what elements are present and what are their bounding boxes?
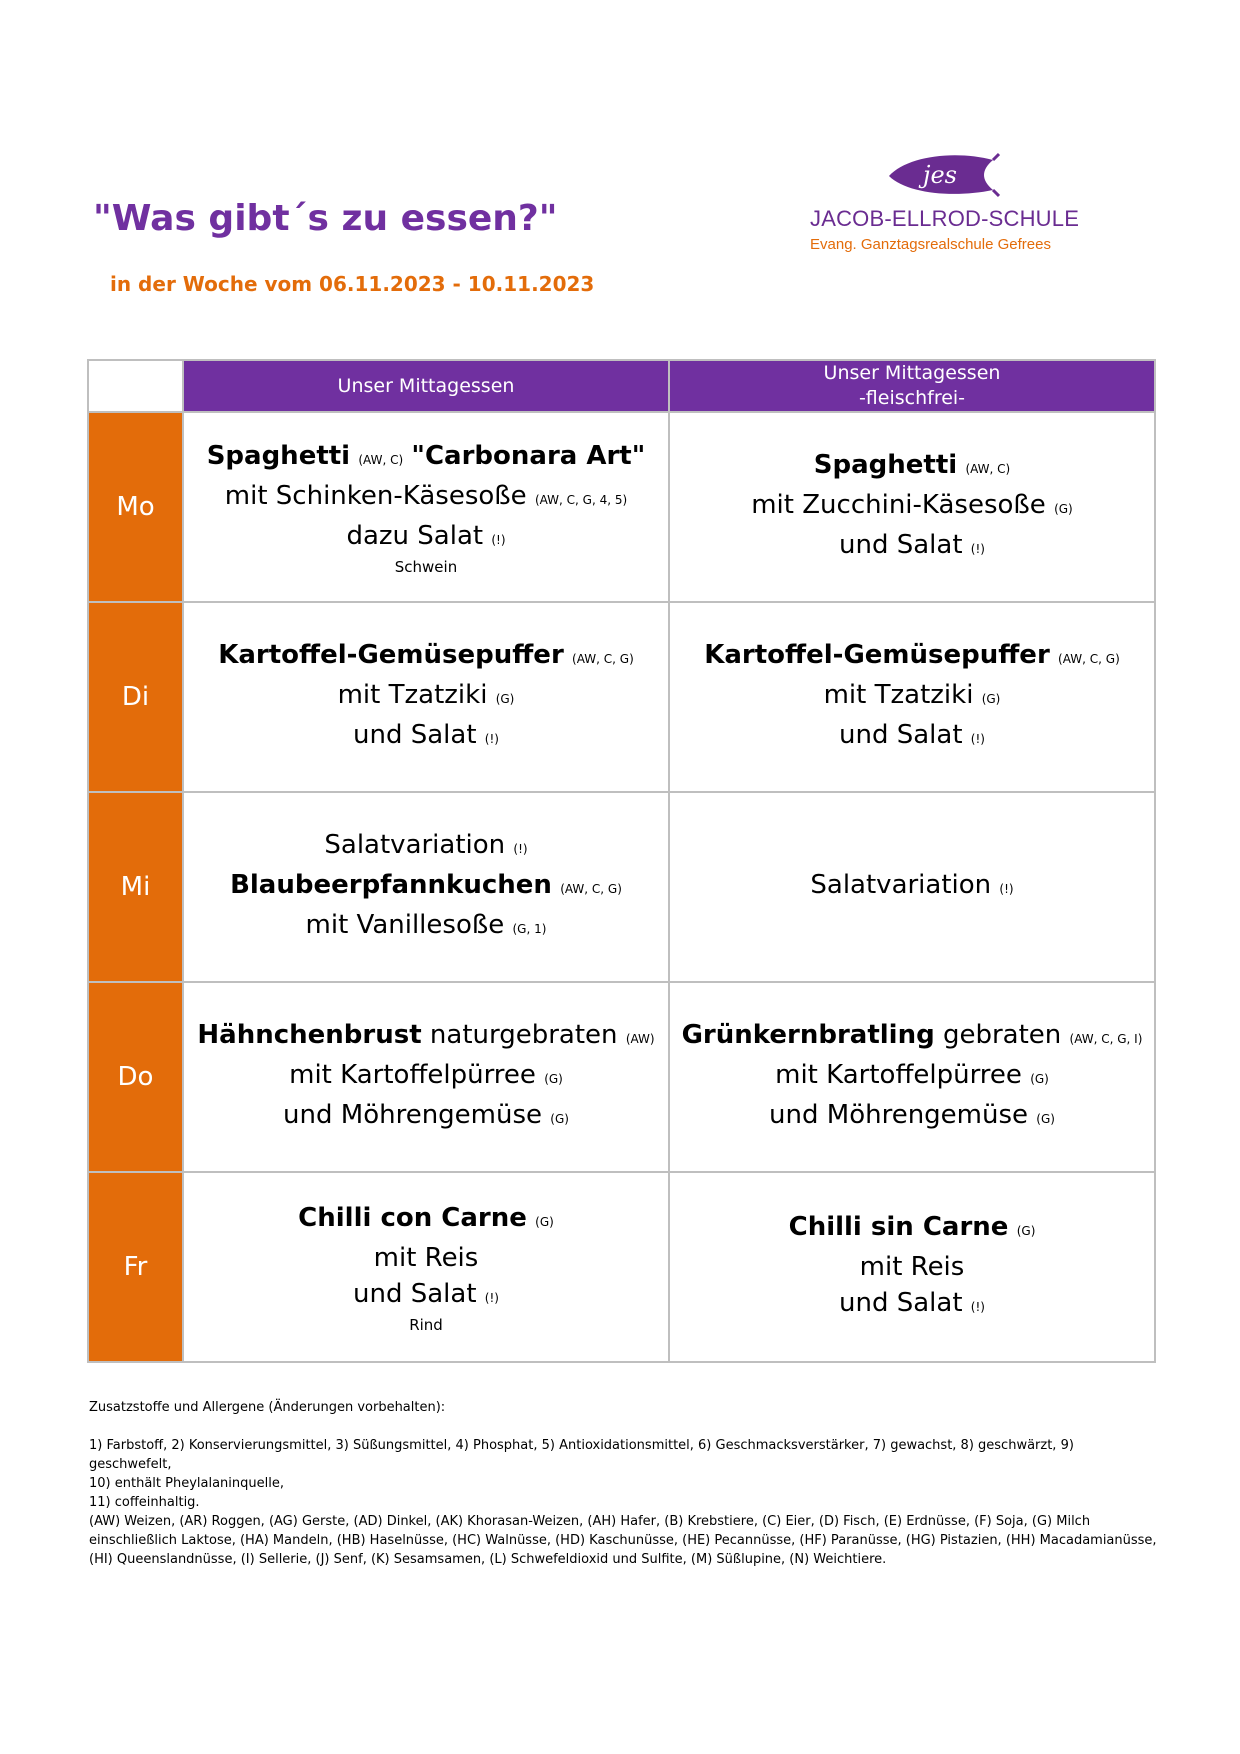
dish-line: und Salat [839,720,963,750]
allergens-line: (AW) Weizen, (AR) Roggen, (AG) Gerste, (AD) Dinkel, (AK) Khorasan-Weizen, (AH) Hafer, (B) Krebstiere, (C) Eier, (D) Fisch, (E) Erdnüsse, (F) Soja, (G) Milch [89,1514,1091,1529]
allergen-tag: (G) [981,692,1001,706]
dish-line: gebraten [942,1020,1062,1050]
header-regular-label: Unser Mittagessen [337,374,515,397]
meal-cell [183,1172,669,1362]
allergens-line: einschließlich Laktose, (HA) Mandeln, (HB) Haselnüsse, (HC) Walnüsse, (HD) Kaschunüsse, (HE) Pecannüsse, (HF) Paranüsse, (HG) Pistazien, (HH) Macadamianüsse, [89,1533,1157,1548]
header-regular-menu [183,360,669,412]
footer-heading: Zusatzstoffe und Allergene (Änderungen vorbehalten): [89,1400,446,1415]
dish-line: dazu Salat [346,521,484,551]
allergen-tag: (G, 1) [512,922,547,936]
header-meatfree-menu [669,360,1155,412]
day-cell: Fr [88,1172,183,1362]
allergen-tag: (!) [970,732,985,746]
day-cell: Do [88,982,183,1172]
dish-line: naturgebraten [429,1020,618,1050]
meat-note: Schwein [394,558,458,576]
dish-name: Chilli sin Carne [788,1212,1009,1242]
allergen-tag: (!) [491,533,506,547]
dish-line: und Salat [839,530,963,560]
dish-line: mit Reis [859,1252,965,1282]
allergen-tag: (AW) [625,1032,655,1046]
school-tagline: Evang. Ganztagsrealschule Gefrees [810,236,1051,253]
allergens-line: (HI) Queenslandnüsse, (I) Sellerie, (J) Senf, (K) Sesamsamen, (L) Schwefeldioxid und Sulfite, (M) Süßlupine, (N) Weichtiere. [89,1552,887,1567]
allergen-tag: (G) [1036,1112,1055,1126]
table-row [88,982,1155,1172]
allergen-tag: (!) [513,842,528,856]
dish-line: mit Tzatziki [823,680,974,710]
table-row [88,1172,1155,1362]
meal-cell [669,792,1155,982]
allergen-tag: (G) [550,1112,569,1126]
table-header-row [88,360,1155,412]
allergen-tag: (AW, C) [358,453,404,467]
allergen-tag: (AW, C) [965,462,1011,476]
meal-cell [183,982,669,1172]
dish-line: mit Reis [373,1243,479,1273]
school-logo [810,150,1090,260]
allergen-tag: (G) [1030,1072,1049,1086]
school-name: JACOB-ELLROD-SCHULE [810,206,1080,231]
dish-line: und Möhrengemüse [283,1100,543,1130]
additives-list [89,1436,1159,1512]
table-row [88,412,1155,602]
allergen-tag: (G) [495,692,515,706]
week-subtitle: in der Woche vom 06.11.2023 - 10.11.2023 [110,272,595,296]
header-meatfree-sublabel: -fleischfrei- [858,387,966,409]
dish-line: mit Vanillesoße [305,910,505,940]
logo-fish-text: jes [923,161,957,189]
meal-cell [669,982,1155,1172]
allergen-tag: (!) [970,542,985,556]
allergen-tag: (G) [1016,1224,1036,1238]
allergen-tag: (!) [484,1291,499,1305]
additives-line: 10) enthält Pheylalaninquelle, [89,1476,284,1491]
allergen-tag: (AW, C, G) [560,882,622,896]
additives-line: 1) Farbstoff, 2) Konservierungsmittel, 3) Süßungsmittel, 4) Phosphat, 5) Antioxidationsmittel, 6) Geschmacksverstärker, 7) gewachst, 8) geschwärzt, 9) geschwefelt, [89,1438,1074,1472]
day-cell: Di [88,602,183,792]
meal-cell [183,792,669,982]
meal-cell [669,1172,1155,1362]
allergen-tag: (AW, C, G, 4, 5) [534,493,628,507]
header-corner [88,360,183,412]
day-cell: Mo [88,412,183,602]
meal-cell [183,412,669,602]
dish-name: Grünkernbratling [681,1020,935,1050]
dish-line: mit Zucchini-Käsesoße [751,490,1046,520]
dish-line: Salatvariation [324,830,506,860]
dish-name: Chilli con Carne [298,1203,527,1233]
dish-line: Salatvariation [810,870,992,900]
page-title: "Was gibt´s zu essen?" [93,198,558,239]
allergen-tag: (AW, C, G) [1058,652,1120,666]
allergen-tag: (G) [1054,502,1073,516]
dish-name: "Carbonara Art" [411,441,646,471]
dish-name: Kartoffel-Gemüsepuffer [218,640,564,670]
additives-line: 11) coffeinhaltig. [89,1495,200,1510]
allergen-tag: (AW, C, G) [572,652,634,666]
allergen-tag: (!) [484,732,499,746]
meal-cell [183,602,669,792]
allergen-tag: (!) [999,882,1014,896]
menu-table [87,359,1156,1363]
allergen-tag: (AW, C, G, I) [1069,1032,1143,1046]
dish-name: Spaghetti [813,450,958,480]
dish-line: mit Kartoffelpürree [289,1060,536,1090]
meal-cell [669,412,1155,602]
fish-logo-icon [885,150,1000,200]
dish-line: mit Tzatziki [337,680,488,710]
meal-cell [669,602,1155,792]
dish-line: und Salat [839,1288,963,1318]
dish-line: mit Kartoffelpürree [775,1060,1022,1090]
dish-name: Spaghetti [206,441,351,471]
table-row [88,792,1155,982]
allergen-tag: (G) [544,1072,563,1086]
allergen-tag: (G) [535,1215,554,1229]
header-meatfree-label: Unser Mittagessen [823,362,1001,384]
dish-line: und Möhrengemüse [769,1100,1029,1130]
dish-line: und Salat [353,720,477,750]
table-row [88,602,1155,792]
dish-name: Kartoffel-Gemüsepuffer [704,640,1050,670]
allergen-tag: (!) [970,1300,985,1314]
dish-name: Blaubeerpfannkuchen [230,870,552,900]
dish-line: mit Schinken-Käsesoße [224,481,527,511]
dish-line: und Salat [353,1279,477,1309]
dish-name: Hähnchenbrust [197,1020,422,1050]
meat-note: Rind [409,1316,443,1334]
day-cell: Mi [88,792,183,982]
allergens-list [89,1512,1159,1569]
